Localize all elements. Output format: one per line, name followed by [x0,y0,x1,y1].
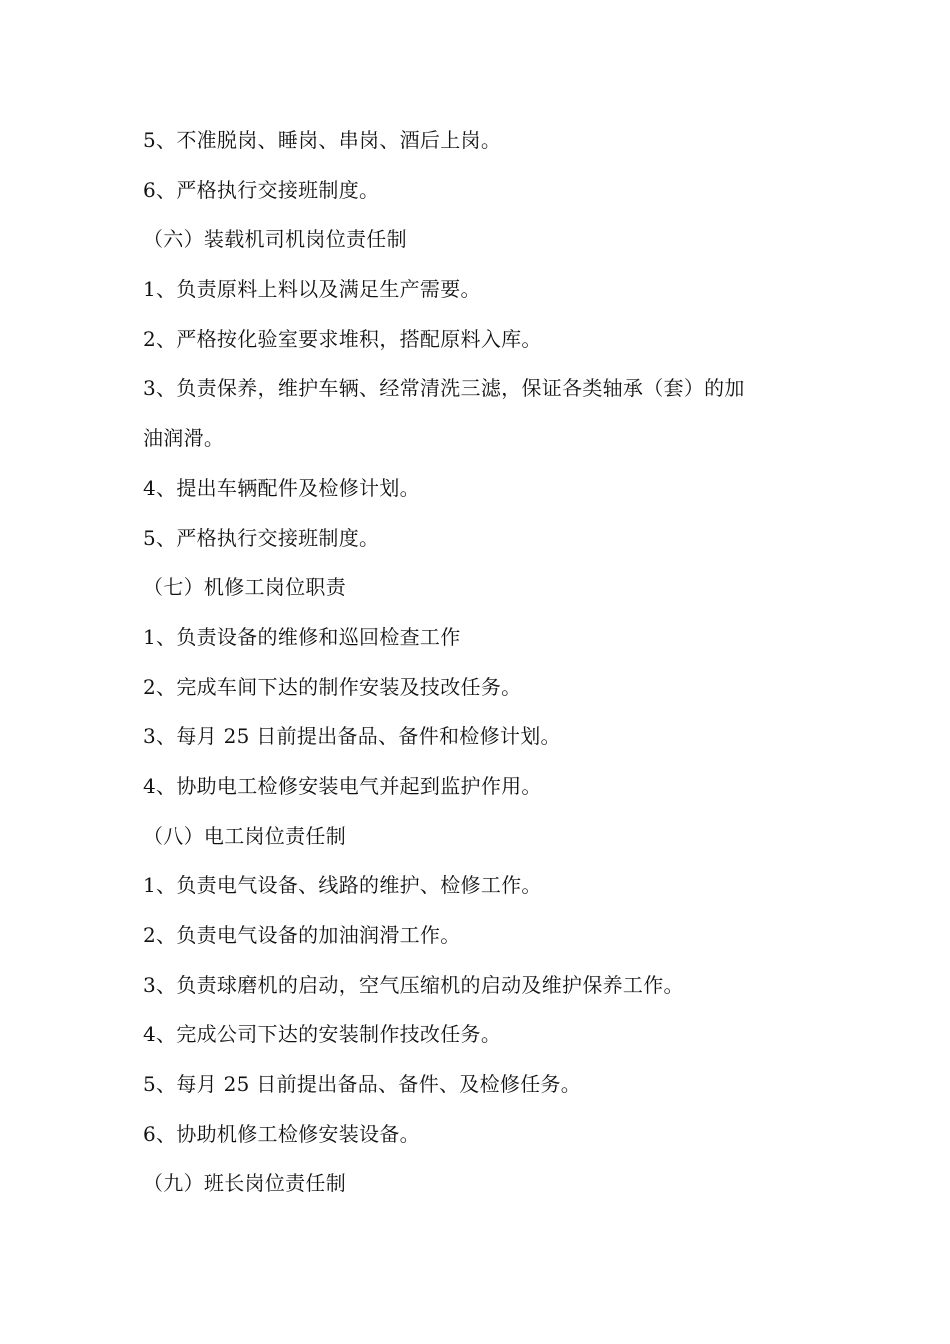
list-item: 2、负责电气设备的加油润滑工作。 [143,923,461,947]
list-item: 2、完成车间下达的制作安装及技改任务。 [143,674,522,699]
section-heading: （九）班长岗位责任制 [143,1171,346,1196]
list-item: 4、提出车辆配件及检修计划。 [143,475,420,500]
section-heading: （七）机修工岗位职责 [143,575,346,600]
list-item: 1、负责设备的维修和巡回检查工作 [143,624,461,649]
list-item: 4、协助电工检修安装电气并起到监护作用。 [143,773,542,798]
list-item: 4、完成公司下达的安装制作技改任务。 [143,1022,502,1047]
list-item: 5、严格执行交接班制度。 [143,525,380,550]
list-item-continuation: 油润滑。 [143,426,225,451]
list-item: 5、不准脱岗、睡岗、串岗、酒后上岗。 [143,128,502,152]
list-item: 3、负责球磨机的启动，空气压缩机的启动及维护保养工作。 [143,972,684,997]
list-item: 3、负责保养，维护车辆、经常清洗三滤，保证各类轴承（套）的加 [143,376,745,401]
section-heading: （六）装载机司机岗位责任制 [143,227,407,252]
list-item: 3、每月 25 日前提出备品、备件和检修计划。 [143,724,561,749]
list-item: 1、负责电气设备、线路的维护、检修工作。 [143,873,542,898]
document-body [143,116,813,1209]
list-item: 2、严格按化验室要求堆积，搭配原料入库。 [143,326,542,351]
list-item: 1、负责原料上料以及满足生产需要。 [143,277,481,302]
section-heading: （八）电工岗位责任制 [143,823,346,848]
list-item: 6、协助机修工检修安装设备。 [143,1121,420,1146]
list-item: 5、每月 25 日前提出备品、备件、及检修任务。 [143,1072,582,1097]
list-item: 6、严格执行交接班制度。 [143,177,380,202]
